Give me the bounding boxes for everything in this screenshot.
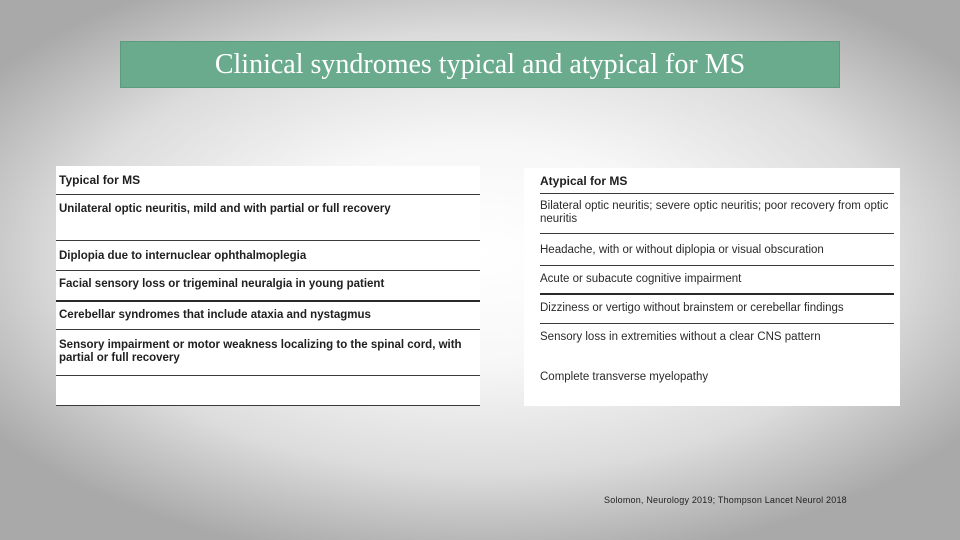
atypical-row-3: Acute or subacute cognitive impairment: [540, 273, 742, 285]
typical-row-4: Cerebellar syndromes that include ataxia and nystagmus: [59, 309, 371, 321]
atypical-row-2: Headache, with or without diplopia or visual obscuration: [540, 244, 824, 256]
source-citation: Solomon, Neurology 2019; Thompson Lancet Neurol 2018: [604, 495, 847, 505]
atypical-header: Atypical for MS: [540, 173, 628, 188]
atypical-row-5: Sensory loss in extremities without a clear CNS pattern: [540, 331, 821, 343]
table-row: [540, 234, 894, 266]
table-row: [540, 266, 894, 295]
table-row: [56, 302, 480, 330]
table-row: [540, 324, 894, 364]
table-row: [540, 295, 894, 324]
table-row: [540, 364, 894, 394]
typical-row-2: Diplopia due to internuclear ophthalmoplegia: [59, 250, 307, 262]
atypical-header-row: [540, 168, 894, 194]
table-row-empty: [56, 376, 480, 406]
table-row: [540, 194, 894, 234]
typical-table: [56, 166, 480, 406]
atypical-row-1: Bilateral optic neuritis; severe optic neuritis; poor recovery from optic neuritis: [540, 200, 889, 225]
table-row: [56, 241, 480, 271]
typical-row-5: Sensory impairment or motor weakness localizing to the spinal cord, with partial or full recovery: [59, 339, 462, 364]
table-row: [56, 271, 480, 302]
typical-header-row: [56, 166, 480, 195]
table-row: [56, 330, 480, 376]
typical-header: Typical for MS: [59, 173, 141, 187]
table-row: [56, 195, 480, 241]
slide-title: Clinical syndromes typical and atypical for MS: [120, 41, 840, 88]
typical-row-1: Unilateral optic neuritis, mild and with partial or full recovery: [59, 203, 391, 215]
atypical-row-6: Complete transverse myelopathy: [540, 371, 709, 383]
typical-row-3: Facial sensory loss or trigeminal neuralgia in young patient: [59, 278, 385, 290]
atypical-row-4: Dizziness or vertigo without brainstem or cerebellar findings: [540, 302, 844, 314]
atypical-table: [524, 168, 900, 406]
